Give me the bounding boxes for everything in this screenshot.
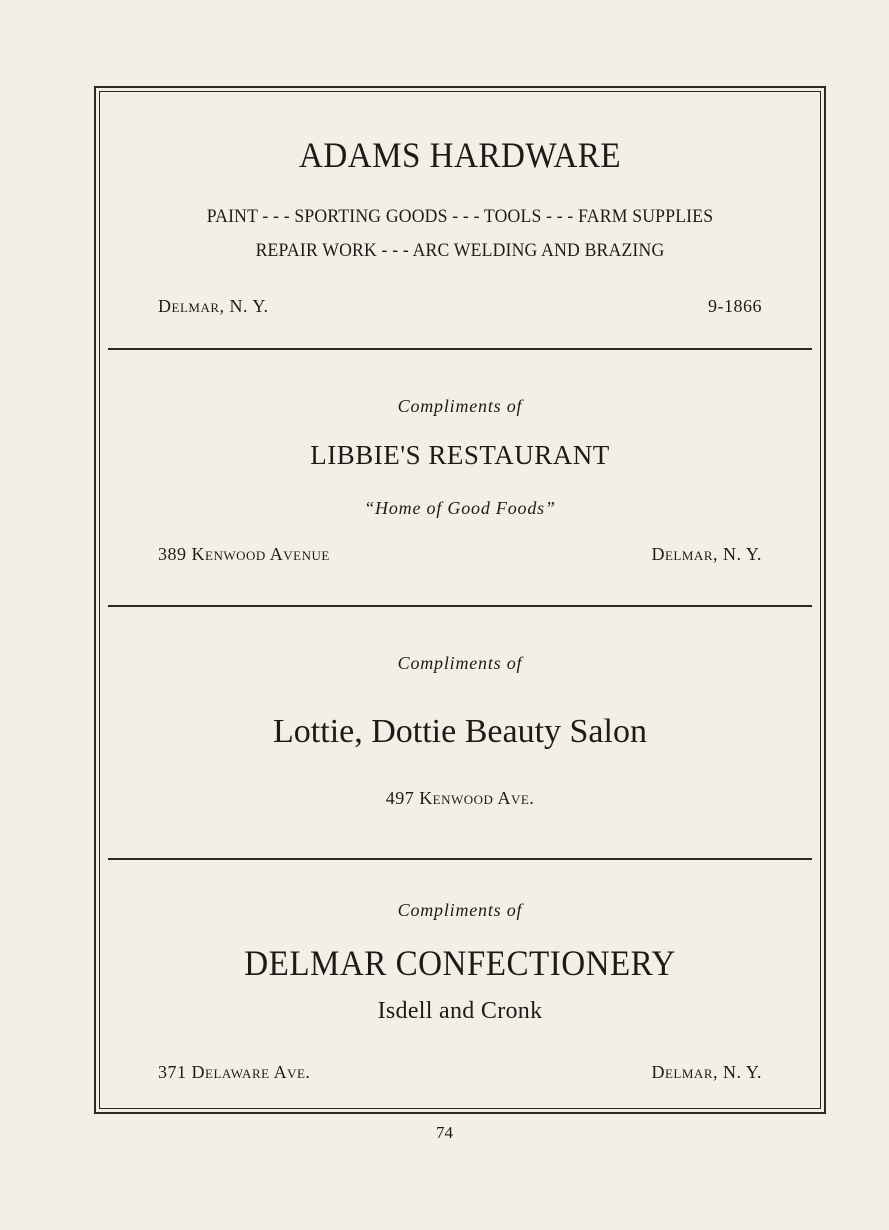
page-border-inner	[99, 91, 821, 1109]
page-border	[94, 86, 826, 1114]
ad-owners: Isdell and Cronk	[377, 998, 543, 1024]
page-number: 74	[436, 1123, 453, 1142]
ad-delmar-confectionery	[100, 862, 820, 1112]
ad-libbies-restaurant	[100, 352, 820, 607]
ad-location: Delmar, N. Y.	[651, 544, 762, 564]
ad-phone: 9-1866	[708, 296, 762, 316]
ad-title: LIBBIE'S RESTAURANT	[310, 440, 610, 470]
ad-intro: Compliments of	[397, 396, 523, 416]
ad-adams-hardware	[100, 92, 820, 350]
ad-location: Delmar, N. Y.	[651, 1062, 762, 1082]
ad-beauty-salon	[100, 609, 820, 859]
ad-title: DELMAR CONFECTIONERY	[244, 943, 676, 983]
ad-intro: Compliments of	[397, 900, 523, 920]
divider-rule	[108, 858, 812, 860]
ad-address: 371 Delaware Ave.	[158, 1062, 311, 1082]
ad-location: Delmar, N. Y.	[158, 296, 269, 316]
ad-title: Lottie, Dottie Beauty Salon	[273, 713, 647, 750]
ad-address: 389 Kenwood Avenue	[158, 544, 330, 564]
ad-intro: Compliments of	[397, 653, 523, 673]
ad-services-line-2: REPAIR WORK - - - ARC WELDING AND BRAZING	[255, 240, 665, 261]
ad-slogan: “Home of Good Foods”	[364, 498, 556, 518]
divider-rule	[108, 605, 812, 607]
divider-rule	[108, 348, 812, 350]
ad-address: 497 Kenwood Ave.	[385, 788, 535, 808]
ad-services-line-1: PAINT - - - SPORTING GOODS - - - TOOLS - - - FARM SUPPLIES	[206, 206, 714, 227]
ad-title: ADAMS HARDWARE	[298, 135, 622, 175]
